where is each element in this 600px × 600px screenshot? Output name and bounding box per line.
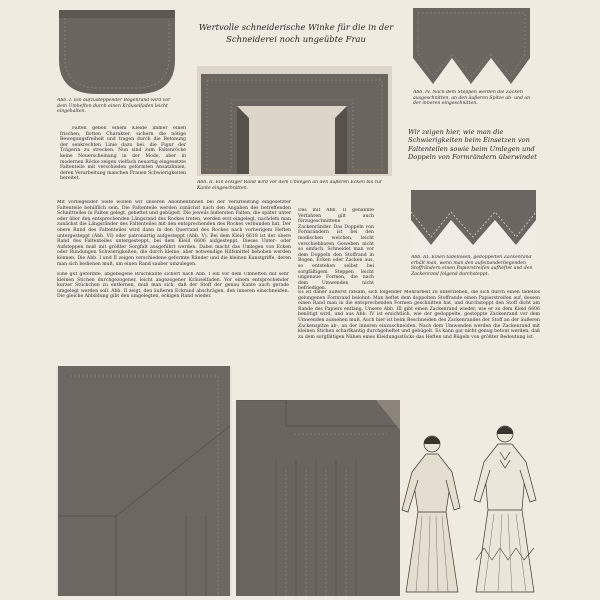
figure-5-pleat-panel-right bbox=[236, 400, 400, 596]
body-paragraph-5: Es ist daher äußerst ratsam, sich folgender Mehrarbeit zu unterziehen, die sich durch einen tadellos gelungenen Formrand belohnt: Man heftet dem doppelten Stoffrande einen Papierstreifen auf, dessen einen Rand man in die entsprechenden Formen geschnitten hat, und durchsteppt den Stoff dicht am Rande des Papiers entlang. Unsere Abb. III gibt einen Zackenrand wieder, wie er zu dem Kleid 6606 benötigt wird, und aus Abb. IV ist ersichtlich, wie der gedoppelte, gesteppte Zackenrand vor dem Umwenden aussehen muß. Auch hier ist beim Beschneiden des Zackenrandes der Stoff an der äußeren Zackenspitze ab-, an der inneren einzuschneiden. Nach dem Umwenden werden die Zackenrand mit kleinen Stichen scharfkantig durchgeheftet und gebügelt. Es kann gar nicht genug betont werden, daß zu dem sorgfältigen Nähen eines Kleidungsstücks das Heften und Bügeln von größter Bedeutung ist. bbox=[298, 290, 540, 340]
body-paragraph-4: Das mit Abb. II genannte Verfahren gilt auch fürzugeschnittene Zackenränder. Das Doppeln von Formrändern ist bei den modischen weichen, leicht verschiebbaren Geweben nicht so einfach. Schneidet man vor dem Doppeln den Stoffrand in Bogen, Ecken oder Zacken aus, so entstehen selbst bei sorgfältigem Steppen leicht ungenaue Formen, die nach dem Umwenden nicht befriedigen. bbox=[298, 208, 374, 292]
subheading: Wir zeigen hier, wie man die Schwierigkeiten beim Einsetzen von Faltenteilen sowie beim Umlegen und Doppeln von Formrändern überwindet bbox=[408, 128, 537, 162]
caption-figure-4: Abb. IV. Nach dem Steppen werden die Zacken ausgeschnitten, an den äußeren Spitze ab- und an der inneren eingeschnitten. bbox=[413, 90, 531, 106]
figure-2-angular-edge bbox=[197, 66, 392, 176]
body-paragraph-1: Falten geben einem Kleide immer einen frischen, flotten Charakter, sichern die nötige Bewegungsfreiheit und tragen durch die Betonung der senkrechten Linie dazu bei, die Figur der Trägerin zu strecken. Nun sind zum Faltenröcke keine Neuerscheinung in der Mode, aber in modernen Röcke zeigen vielfach neuartig eingesetzte Faltenteile mit verschieden geformten Ansatzlinien, deren Verarbeitung manchen Frauen Schwierigkeiten bereitet. bbox=[60, 126, 186, 182]
dress-illustration-6618 bbox=[396, 432, 466, 596]
body-paragraph-3: Eine gut geformte, abgebogene Bruchkante sichert nach Abb. I ein vor dem Umheften mit sehr kleinen Stichen durchgezogener, leicht angezogener Kräuselfaden. Vor einem entsprechender kurzer Stückchen zu entfernen, muß man sich, daß der Stoff der genau Kante auch gerade umgelegt werden soll. Abb. II zeigt, den äußeren Eckrand abschrägen, den inneren einschneiden. Die gleiche Abbildung gibt den umgelegten, eckigen Rand wieder. bbox=[57, 272, 289, 300]
figure-6-pleat-panel-left bbox=[56, 366, 232, 596]
figure-1-curved-edge bbox=[57, 8, 177, 96]
figure-3-paper-zigzag bbox=[411, 190, 536, 252]
body-paragraph-2: Mit vorliegender Seite wollen wir unseren Abonnentinnen bei der Verarbeitung eingesetzter Faltenteile behilflich sein. Die Faltenteile werden zunächst nach den Angaben des betreffenden Schnittteiles in Falten gelegt, geheftet und gebügelt. Die jeweils äußersten Falten, die später unter oder über den entsprechenden Längsrand des Rockes treten, werden erst eingelegt, nachdem man zunächst die Längsränder des Faltenteiles mit den entsprechenden des Rockes verbunden hat. Der obere Rund des Faltenteiles wird dann in den Querrand des Rockes nach vorherigem Heften untergesteppt (Abb. VI) oder patronartig aufgesteppt (Abb. V). Bei dem Kleid 6618 ist der obere Rand des Faltenteiles untergesteppt, bei dem Kleid 6606 aufgesteppt. Dieses Unter- oder Aufsteppen muß mit größter Sorgfalt ausgeführt werden. Dabei macht das Umlegen von Ecken oder Rundungen Schwierigkeiten, die durch kleine, aber notwendige Hilfsmittel behoben werden können. Die Abb. I und II zeigen verschiedene geformte Ränder und die kleinen Kunstgriffe, deren man sich bedienen muß, um einen Rand sauber umzulegen. bbox=[57, 200, 291, 267]
caption-figure-1: Abb. I. Ein aufzusteppender Bogenrand wird vor dem Umheften durch einen Kräuselfaden leicht eingehalten. bbox=[57, 98, 171, 114]
caption-figure-3: Abb. III. Einen tadellosen, gedoppelten Zackenrand erhält man, wenn man den aufeinanderliegenden Stoffrändern einen Papierstreifen aufheftet und den Zackenrand folgend durchsteppt. bbox=[411, 255, 533, 277]
caption-figure-2: Abb. II. Ein eckiger Rand wird vor dem Umlegen an den äußeren Ecken bis zur Kante eingeschnitten. bbox=[197, 180, 383, 191]
page-title-line-1: Wertvolle schneiderische Winke für die in der bbox=[198, 22, 394, 32]
dress-illustration-6606 bbox=[470, 420, 540, 596]
figure-4-cut-zigzag bbox=[413, 8, 530, 88]
page-title-line-2: Schneiderei noch ungeübte Frau bbox=[226, 34, 366, 44]
